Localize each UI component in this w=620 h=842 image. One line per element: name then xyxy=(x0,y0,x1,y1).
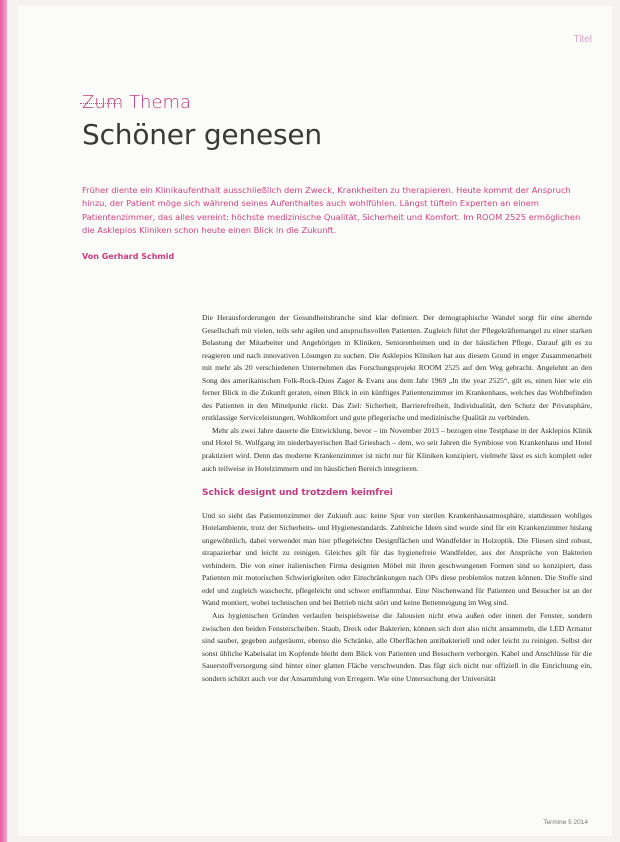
article-body xyxy=(202,312,592,685)
body-paragraph-2: Mehr als zwei Jahre dauerte die Entwicklung, bevor – im November 2013 – bezogen eine Testphase in der Asklepios Klinik und Hotel St. Wolfgang im niederbayerischen Bad Griesbach – dem, wo seit Jahren die Symbiose von Krankenhaus und Hotel praktiziert wird. Denn das moderne Krankenzimmer ist nicht nur für Kliniken konzipiert, vielmehr lässt es sich komplett oder auch teilweise in Hotelzimmern und im häuslichen Bereich integrieren. xyxy=(202,425,592,473)
article-subhead: Schick designt und trotzdem keimfrei xyxy=(202,488,393,499)
body-paragraph-3: Und so sieht das Patientenzimmer der Zukunft aus: keine Spur von sterilen Krankenhausatmosphäre, stattdessen wohliges Hotelambiente, trotz der Sicherheits- und Hygienestandards. Zahlreiche Ideen sind wurde sind für ein Krankenzimmer bislang ungewöhnlich, dabei verwendet man hier pflegeleichte Designflächen und Wandfelder in Holzoptik. Die Fliesen sind robust, strapazierbar und leicht zu reinigen. Gleiches gilt für das hygienefreie Wandfelder, aus der Ansprüche von Bakterien verhindern. Die von einer italienischen Firma designten Möbel mit ihren geschwungenen Formen sind so konzipiert, dass Patienten mit motorischen Schwierigkeiten oder Einschränkungen nach OPs diese problemlos nutzen können. Die Stoffe sind edel und zugleich waschecht, pflegeleicht und schwer entflammbar. Eine Nischenwand für Patienten und Besucher ist an der Wand montiert, wobei technischen und bei Betrieb nicht stört und keine Bettenneigung im Weg sind. xyxy=(202,510,592,608)
article-byline: Von Gerhard Schmid xyxy=(82,252,175,261)
article-kicker: Zum Thema xyxy=(82,92,192,113)
body-paragraph-4: Aus hygienischen Gründen verlaufen beispielsweise die Jalousien nicht etwa außen oder innen der Fenster, sondern zwischen den beiden Fensterscheiben. Staub, Dreck oder Bakterien, können sich dort also nicht ansammeln, die LED Armatur sind sauber, gegeben aufgeräumt, ebenso die Schränke, alle Oberflächen antibakteriell und oder leicht zu reinigen. Selbst der sonst übliche Kabelsalat im Kopfende bleibt dem Blick von Patienten und Besuchern verborgen. Kabel und Anschlüsse für die Sauerstoffversorgung sind hinter einer glatten Fläche verschwunden. Das fügt sich nicht nur offiziell in die Einrichtung ein, sondern schützt auch vor der Ansammlung von Erregern. Wie eine Untersuchung der Universität xyxy=(202,611,592,683)
page-footer: Termine 5 2014 xyxy=(543,819,588,826)
article-headline: Schöner genesen xyxy=(82,118,322,151)
pink-page-edge xyxy=(0,0,7,842)
article-lead: Früher diente ein Klinikaufenthalt ausschließlich dem Zweck, Krankheiten zu therapieren. Heute kommt der Anspruch hinzu, der Patient möge sich während seines Aufenthaltes auch wohlfühlen. Längst tüfteln Experten an einem Patientenzimmer, das alles vereint: höchste medizinische Qualität, Sicherheit und Komfort. Im ROOM 2525 ermöglichen die Asklepios Kliniken schon heute einen Blick in die Zukunft. xyxy=(82,185,581,236)
body-paragraph-1: Die Herausforderungen der Gesundheitsbranche sind klar definiert. Der demographische Wandel sorgt für eine alternde Gesellschaft mit vielen, teils sehr agilen und anspruchsvollen Patienten. Zugleich führt der Pflegekräftemangel zu einer starken Belastung der Mitarbeiter und Angehörigen in Kliniken, Seniorenheimen und in der häuslichen Pflege. Darauf gilt es zu reagieren und nach innovativen Lösungen zu suchen. Die Asklepios Kliniken hat aus diesem Grund in enger Zusammenarbeit mit mehr als 20 verschiedenen Unternehmen das Forschungsprojekt ROOM 2525 auf den Weg gebracht. Angelehnt an den Song des amerikanischen Folk-Rock-Duos Zager & Evans aus dem Jahr 1969 „In the year 2525“, gilt es, einen hier wie ein ferner Blick in die Zukunft geraten, einen Blick in ein künftiges Patientenzimmer im Krankenhaus, welches das Wohlbefinden des Patienten in den Mittelpunkt rückt. Das Ziel: Sicherheit, Barrierefreiheit, Individualität, den Schutz der Privatsphäre, erstklassige Serviceleistungen, Wohlkomfort und gute pflegerische und medizinische Qualität zu verbinden. xyxy=(202,313,592,423)
section-label: Titel xyxy=(573,34,592,45)
magazine-page xyxy=(18,6,612,836)
